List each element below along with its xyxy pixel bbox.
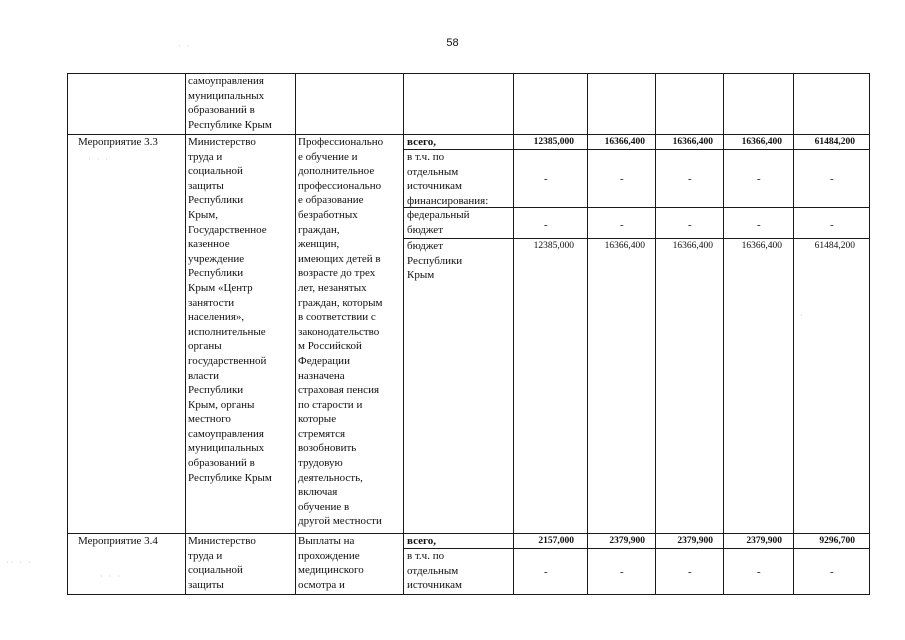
value-cell: - [830, 219, 834, 231]
value-cell: - [757, 173, 761, 185]
value-cell: 16366,400 [741, 137, 782, 147]
value-cell: 12385,000 [533, 241, 574, 251]
value-cell: 2379,900 [677, 536, 713, 546]
value-cell: 61484,200 [814, 137, 855, 147]
value-cell: - [544, 566, 548, 578]
page-number: 58 [446, 37, 459, 49]
value-cell: 16366,400 [672, 241, 713, 251]
value-cell: - [544, 219, 548, 231]
value-cell: 16366,400 [672, 137, 713, 147]
value-cell: 2379,900 [746, 536, 782, 546]
value-cell: - [688, 173, 692, 185]
value-cell: - [757, 566, 761, 578]
source-label-separate: в т.ч. по отдельным источникам [407, 550, 462, 592]
source-label-total: всего, [407, 535, 436, 547]
source-label-regional: бюджет Республики Крым [407, 240, 463, 282]
value-cell: - [544, 173, 548, 185]
scan-noise: ·· · · [6, 558, 33, 567]
value-cell: 2379,900 [609, 536, 645, 546]
value-cell: - [688, 219, 692, 231]
source-label-separate: в т.ч. по отдельным источникам финансирования: [407, 151, 489, 207]
measure-name: Мероприятие 3.4 [78, 535, 158, 547]
value-cell: - [830, 566, 834, 578]
value-cell: 2157,000 [538, 536, 574, 546]
value-cell: 16366,400 [741, 241, 782, 251]
value-cell: - [620, 566, 624, 578]
description-cell: Профессионально е обучение и дополнительное профессионально е образование безработных граждан, женщин, имеющих детей в возрасте до трех лет, незанятых граждан, которым в соответствии с законодательство м Российской Федерации назначена страховая пенсия по старости и которые стремятся возобновить трудовую деятельность, включая обучение в другой местности [298, 136, 384, 528]
value-cell: 16366,400 [604, 137, 645, 147]
scan-noise: · · · [88, 155, 110, 164]
value-cell: 61484,200 [814, 241, 855, 251]
scan-noise: · [800, 311, 805, 320]
value-cell: - [688, 566, 692, 578]
source-label-federal: федеральный бюджет [407, 209, 470, 236]
value-cell: - [830, 173, 834, 185]
scan-noise: · · [178, 42, 192, 51]
source-label-total: всего, [407, 136, 436, 148]
scan-noise: · · · [100, 572, 122, 581]
executor-cell: самоуправления муниципальных образований в Республике Крым [188, 75, 272, 131]
executor-cell: Министерство труда и социальной защиты [188, 535, 256, 591]
value-cell: - [620, 173, 624, 185]
measure-name: Мероприятие 3.3 [78, 136, 158, 148]
executor-cell: Министерство труда и социальной защиты Республики Крым, Государственное казенное учреждение Республики Крым «Центр занятости населения», исполнительные органы государственной власти Республики Крым, органы местного самоуправления муниципальных образований в Республике Крым [188, 136, 272, 484]
value-cell: - [757, 219, 761, 231]
value-cell: - [620, 219, 624, 231]
value-cell: 9296,700 [819, 536, 855, 546]
value-cell: 12385,000 [533, 137, 574, 147]
value-cell: 16366,400 [604, 241, 645, 251]
description-cell: Выплаты на прохождение медицинского осмотра и [298, 535, 364, 591]
